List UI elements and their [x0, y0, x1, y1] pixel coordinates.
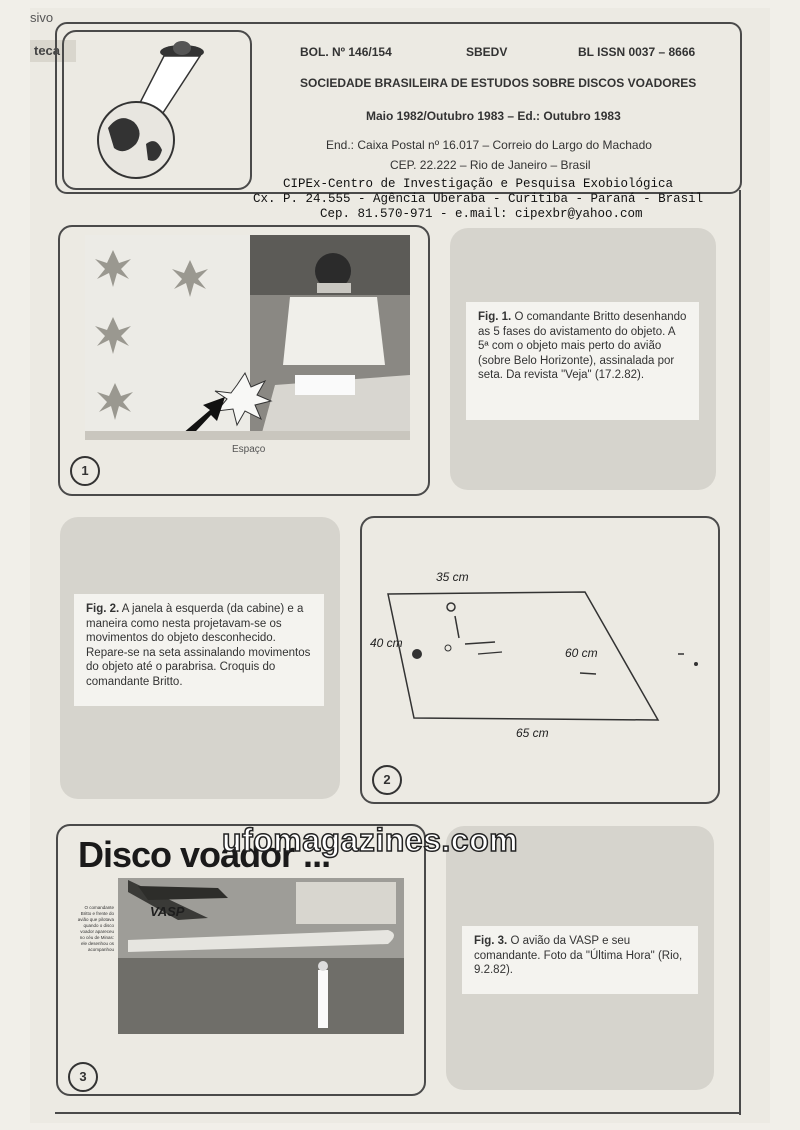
fig3-caption-label: Fig. 3.: [474, 935, 508, 947]
fig3-caption: [462, 926, 698, 994]
stamp-line-1: CIPEx-Centro de Investigação e Pesquisa Exobiológica: [283, 177, 674, 191]
sketch-label-bottom: 65 cm: [516, 726, 549, 740]
ufo-globe-logo-icon: [64, 32, 250, 188]
fig3-photo: [118, 878, 404, 1034]
sketch-label-left: 40 cm: [370, 636, 403, 650]
fig1-photo-art: [85, 235, 410, 440]
archive-tab-top: sivo: [30, 10, 54, 25]
org-short: SBEDV: [466, 45, 508, 59]
fig1-caption-text: O comandante Britto desenhando as 5 fases do avistamento do objeto. A 5ª com o objeto mais perto do avião (sobre Belo Horizonte), assinalada por seta. Da revista "Veja" (17.2.82).: [478, 311, 687, 381]
stamp-line-3: Cep. 81.570-971 - e.mail: cipexbr@yahoo.com: [320, 207, 643, 221]
stamp-line-2: Cx. P. 24.555 - Agência Uberaba - Curitiba - Paraná - Brasil: [253, 192, 704, 206]
fig1-caption: [466, 302, 699, 420]
fig3-photo-art: [118, 878, 404, 1034]
logo-frame: [62, 30, 252, 190]
sketch-label-right: 60 cm: [565, 646, 598, 660]
fig1-photo-label: Espaço: [232, 444, 266, 455]
page-bottom-rule: [55, 1112, 741, 1114]
site-watermark: ufomagazines.com: [222, 822, 519, 858]
fig2-number-badge: 2: [372, 765, 402, 795]
fig1-photo: [85, 235, 410, 440]
address-line-1: End.: Caixa Postal nº 16.017 – Correio do Largo do Machado: [326, 138, 652, 152]
fig3-caption-text: O avião da VASP e seu comandante. Foto da "Última Hora" (Rio, 9.2.82).: [474, 935, 683, 976]
fig2-caption: [74, 594, 324, 706]
fig3-side-text: O comandante Britto e frente do avião que pilotava quando o disco voador apareceu no céu de Minas: ele desenhou os acompanhou: [77, 905, 114, 952]
cockpit-window-sketch: [360, 516, 716, 800]
page-right-rule: [739, 190, 741, 1115]
plane-livery-text: VASP: [150, 904, 185, 919]
fig2-caption-label: Fig. 2.: [86, 603, 120, 615]
sketch-label-top: 35 cm: [436, 570, 469, 584]
org-full: SOCIEDADE BRASILEIRA DE ESTUDOS SOBRE DISCOS VOADORES: [300, 76, 697, 90]
fig3-number-badge: 3: [68, 1062, 98, 1092]
edition-dates: Maio 1982/Outubro 1983 – Ed.: Outubro 1983: [366, 109, 621, 123]
bulletin-number: BOL. Nº 146/154: [300, 45, 392, 59]
fig1-caption-label: Fig. 1.: [478, 311, 512, 323]
fig2-caption-text: A janela à esquerda (da cabine) e a maneira como nesta projetavam-se os movimentos do objeto desconhecido. Repare-se na seta assinalando movimentos do objeto até o parabrisa. Croquis do comandante Britto.: [86, 603, 311, 688]
fig1-number-badge: 1: [70, 456, 100, 486]
fig3-headline: Disco voador ...: [78, 834, 331, 875]
archive-tab-bottom: teca: [30, 40, 76, 62]
issn: BL ISSN 0037 – 8666: [578, 45, 696, 59]
address-line-2: CEP. 22.222 – Rio de Janeiro – Brasil: [390, 158, 591, 172]
